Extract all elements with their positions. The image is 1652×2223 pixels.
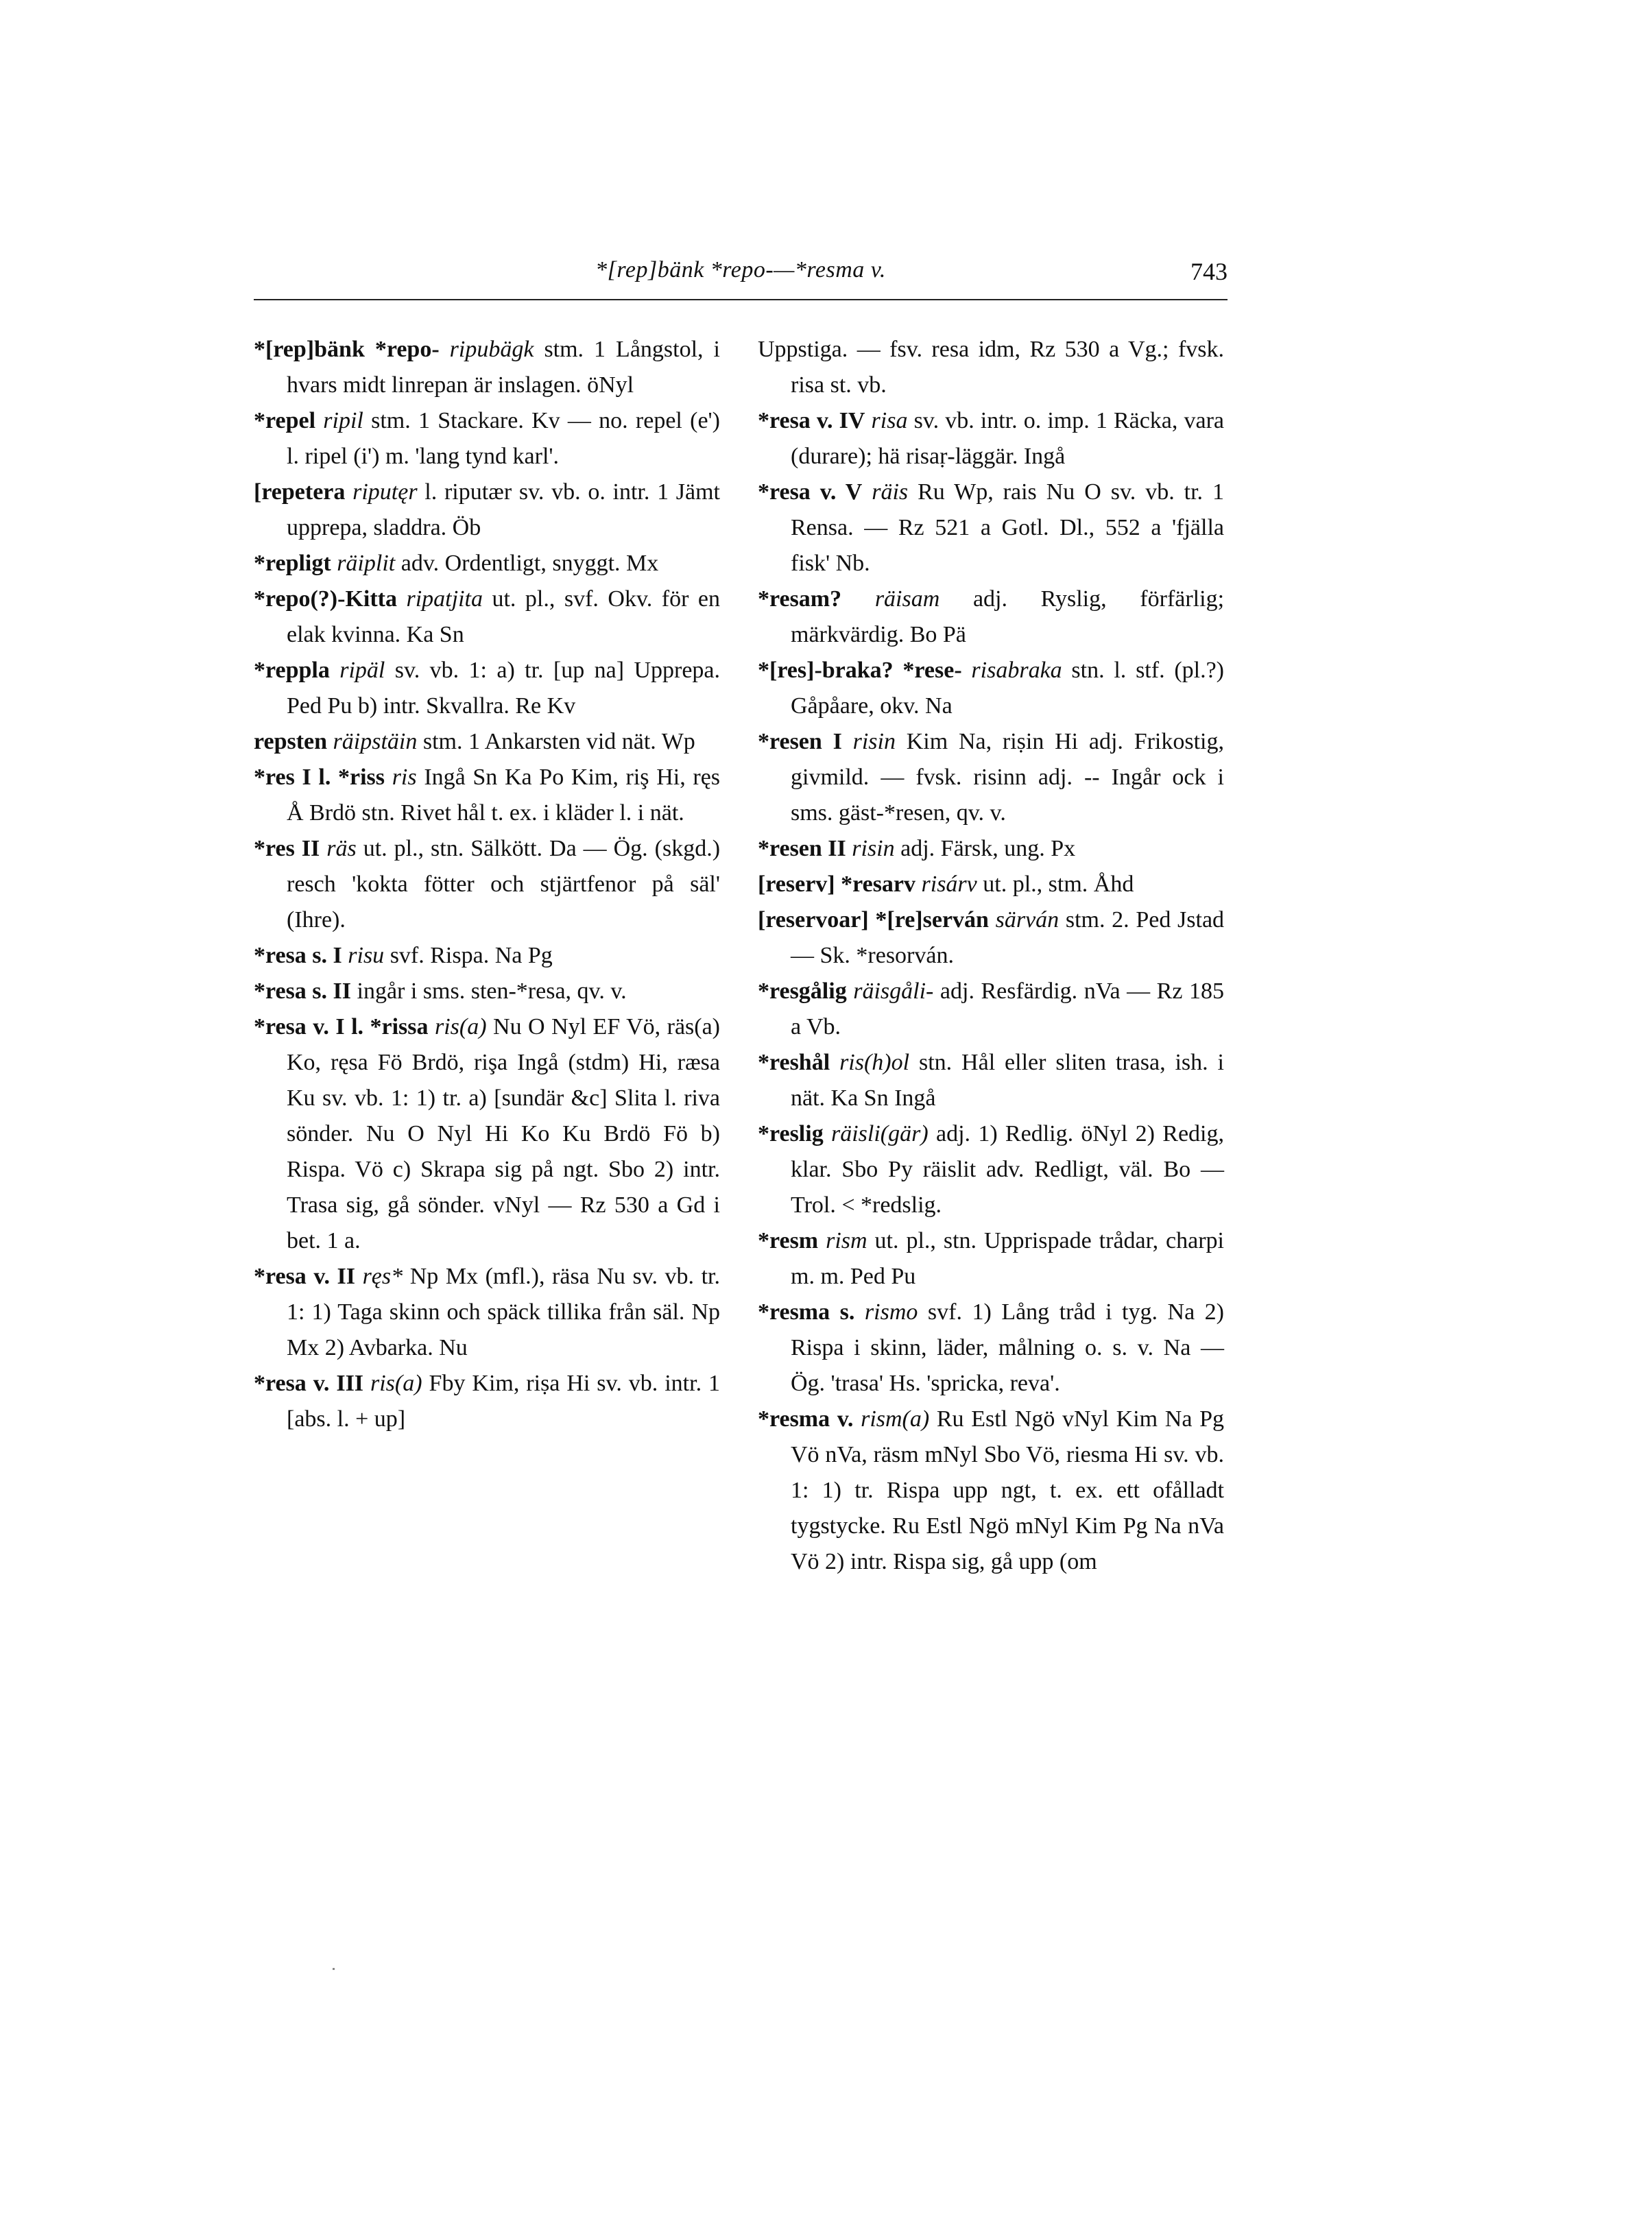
page-number: 743 [1190,258,1228,285]
running-head [254,257,1228,298]
definition: svf. 1) Lång tråd i tyg. Na 2) Rispa i skinn, läder, målning o. s. v. Na — Ög. 'trasa' Hs. 'spricka, reva'. [791,1299,1225,1396]
entry [254,332,720,403]
dialect-form: risárv [921,872,977,897]
dialect-form: ris(a) [434,1014,487,1040]
entry [254,403,720,474]
definition: Fby Kim, riṣa Hi sv. vb. intr. 1 [abs. l. + up] [287,1371,721,1432]
headword: *resa v. V [758,479,863,505]
dialect-form: räiplit [337,551,396,576]
entry [758,867,1224,902]
headword: repsten [254,729,328,754]
headword: *resa v. III [254,1371,364,1396]
definition: adj. Färsk, ung. Px [900,836,1076,861]
definition: adj. 1) Redlig. öNyl 2) Redig, klar. Sbo Py räislit adv. Redligt, väl. Bo — Trol. < *redslig. [791,1121,1225,1218]
definition: Ingå Sn Ka Po Kim, riş Hi, ręs Å Brdö stn. Rivet hål t. ex. i kläder l. i nät. [287,765,721,826]
dialect-form: räis [872,479,909,505]
definition: adj. Ryslig, förfärlig; märkvärdig. Bo Pä [791,586,1225,647]
definition: sv. vb. intr. o. imp. 1 Räcka, vara (durare); hä risaṛ-läggär. Ingå [791,408,1224,469]
left-column [254,332,720,1437]
dialect-form: räisgåli- [853,978,934,1004]
entry [758,1402,1224,1580]
definition: ingår i sms. sten-*resa, qv. v. [357,978,627,1004]
definition: Uppstiga. — fsv. resa idm, Rz 530 a Vg.; fvsk. risa st. vb. [758,337,1224,398]
definition: stm. 1 Stackare. Kv — no. repel (e') l. ripel (i') m. 'lang tynd karl'. [287,408,721,469]
entry [758,974,1224,1045]
dialect-form: ripäl [339,658,385,683]
definition: sv. vb. 1: a) tr. [up na] Upprepa. Ped Pu b) intr. Skvallra. Re Kv [287,658,721,719]
definition: stm. 2. Ped Jstad — Sk. *resorván. [791,907,1225,968]
headword: *[res]-braka? *rese- [758,658,962,683]
dialect-form: risabraka [971,658,1062,683]
definition: ut. pl., svf. Okv. för en elak kvinna. Ka Sn [287,586,721,647]
dialect-form: risin [852,729,896,754]
entry [758,403,1224,474]
definition: ut. pl., stn. Sälkött. Da — Ög. (skgd.) resch 'kokta fötter och stjärtfenor på säl' (Ihre). [287,836,721,933]
headword: *resa s. I [254,943,342,968]
headword: *resen I [758,729,842,754]
headword: [repetera [254,479,346,505]
entry [758,581,1224,653]
definition: stn. l. stf. (pl.?) Gåpåare, okv. Na [791,658,1225,719]
headword: *reshål [758,1050,830,1075]
definition: Ru Estl Ngö vNyl Kim Na Pg Vö nVa, räsm mNyl Sbo Vö, riesma Hi sv. vb. 1: 1) tr. Rispa upp ngt, t. ex. ett ofålladt tygstycke. Ru Estl Ngö mNyl Kim Pg Na nVa Vö 2) intr. Rispa sig, gå upp (om [791,1406,1225,1574]
entry [254,831,720,938]
dialect-form: särván [995,907,1060,933]
entry [758,653,1224,724]
headword: *[rep]bänk *repo- [254,337,440,362]
headword: *repo(?)-Kitta [254,586,397,612]
dialect-form: ripatjita [406,586,483,612]
headword: *res II [254,836,320,861]
headword: *resam? [758,586,842,612]
entry [254,581,720,653]
entry [254,760,720,831]
definition: stm. 1 Långstol, i hvars midt linrepan är inslagen. öNyl [287,337,720,398]
definition: adv. Ordentligt, snyggt. Mx [400,551,659,576]
dialect-form: ris [392,765,417,790]
entry [254,653,720,724]
definition: l. riputær sv. vb. o. intr. 1 Jämt upprepa, sladdra. Öb [287,479,721,540]
definition: ut. pl., stm. Åhd [983,872,1134,897]
entry [254,974,720,1009]
entry [254,1009,720,1259]
headword: *resma s. [758,1299,855,1325]
dialect-form: räisli(gär) [831,1121,929,1146]
dialect-form: rism(a) [861,1406,930,1432]
dialect-form: räisam [874,586,940,612]
headword: *reppla [254,658,330,683]
headword: *resa v. I l. *rissa [254,1014,429,1040]
entry [758,474,1224,581]
dialect-form: riputęr [352,479,418,505]
entry [254,724,720,760]
entry [758,724,1224,831]
headword: *res I l. *riss [254,765,385,790]
entry [758,1223,1224,1295]
print-speck [333,1968,335,1970]
headword: [reserv] *resarv [758,872,916,897]
entry [254,1259,720,1366]
dialect-form: räs [326,836,357,861]
dialect-form: rism [826,1228,867,1253]
definition: ut. pl., stn. Upprispade trådar, charpi m. m. Ped Pu [791,1228,1225,1289]
entry [254,474,720,546]
definition: Kim Na, riṣin Hi adj. Frikostig, givmild. — fvsk. risinn adj. -- Ingår ock i sms. gäst-*resen, qv. v. [791,729,1224,826]
headword: [reservoar] *[re]serván [758,907,989,933]
dialect-form: risu [348,943,385,968]
dialect-form: ripubägk [449,337,534,362]
definition: adj. Resfärdig. nVa — Rz 185 a Vb. [791,978,1224,1040]
dialect-form: risa [871,408,908,433]
headword: *repligt [254,551,331,576]
headword: *resa s. II [254,978,351,1004]
dialect-form: ris(h)ol [839,1050,910,1075]
header-rule [254,299,1228,300]
entry [758,1295,1224,1402]
headword: *resen II [758,836,846,861]
entry [254,938,720,974]
definition: stm. 1 Ankarsten vid nät. Wp [422,729,695,754]
definition: Np Mx (mfl.), räsa Nu sv. vb. tr. 1: 1) Taga skinn och späck tillika från säl. Np Mx 2) Avbarka. Nu [287,1264,720,1360]
running-title: *[rep]bänk *repo-—*resma v. [595,257,886,283]
entry [254,1366,720,1437]
entry [254,546,720,581]
definition: Ru Wp, rais Nu O sv. vb. tr. 1 Rensa. — Rz 521 a Gotl. Dl., 552 a 'fjälla fisk' Nb. [791,479,1224,576]
dialect-form: rismo [864,1299,918,1325]
definition: Nu O Nyl EF Vö, räs(a) Ko, ręsa Fö Brdö, rişa Ingå (stdm) Hi, ræsa Ku sv. vb. 1: 1) tr. a) [sundär &c] Slita l. riva sönder. Nu O Nyl Hi Ko Ku Brdö Fö b) Rispa. Vö c) Skrapa sig på ngt. Sbo 2) intr. Trasa sig, gå sönder. vNyl — Rz 530 a Gd i bet. 1 a. [287,1014,721,1253]
entry [758,1045,1224,1116]
dialect-form: risin [852,836,895,861]
dialect-form: ris(a) [370,1371,422,1396]
entry [758,831,1224,867]
headword: *reslig [758,1121,824,1146]
dialect-form: räipstäin [333,729,418,754]
entry [758,902,1224,974]
headword: *resma v. [758,1406,854,1432]
headword: *resa v. IV [758,408,865,433]
headword: *resm [758,1228,819,1253]
right-column [758,332,1224,1580]
definition: svf. Rispa. Na Pg [390,943,553,968]
headword: *resgålig [758,978,847,1004]
dialect-form: ripil [323,408,363,433]
entry [758,332,1224,403]
headword: *resa v. II [254,1264,356,1289]
dialect-form: ręs* [362,1264,403,1289]
headword: *repel [254,408,316,433]
entry [758,1116,1224,1223]
definition: stn. Hål eller sliten trasa, ish. i nät. Ka Sn Ingå [791,1050,1225,1111]
